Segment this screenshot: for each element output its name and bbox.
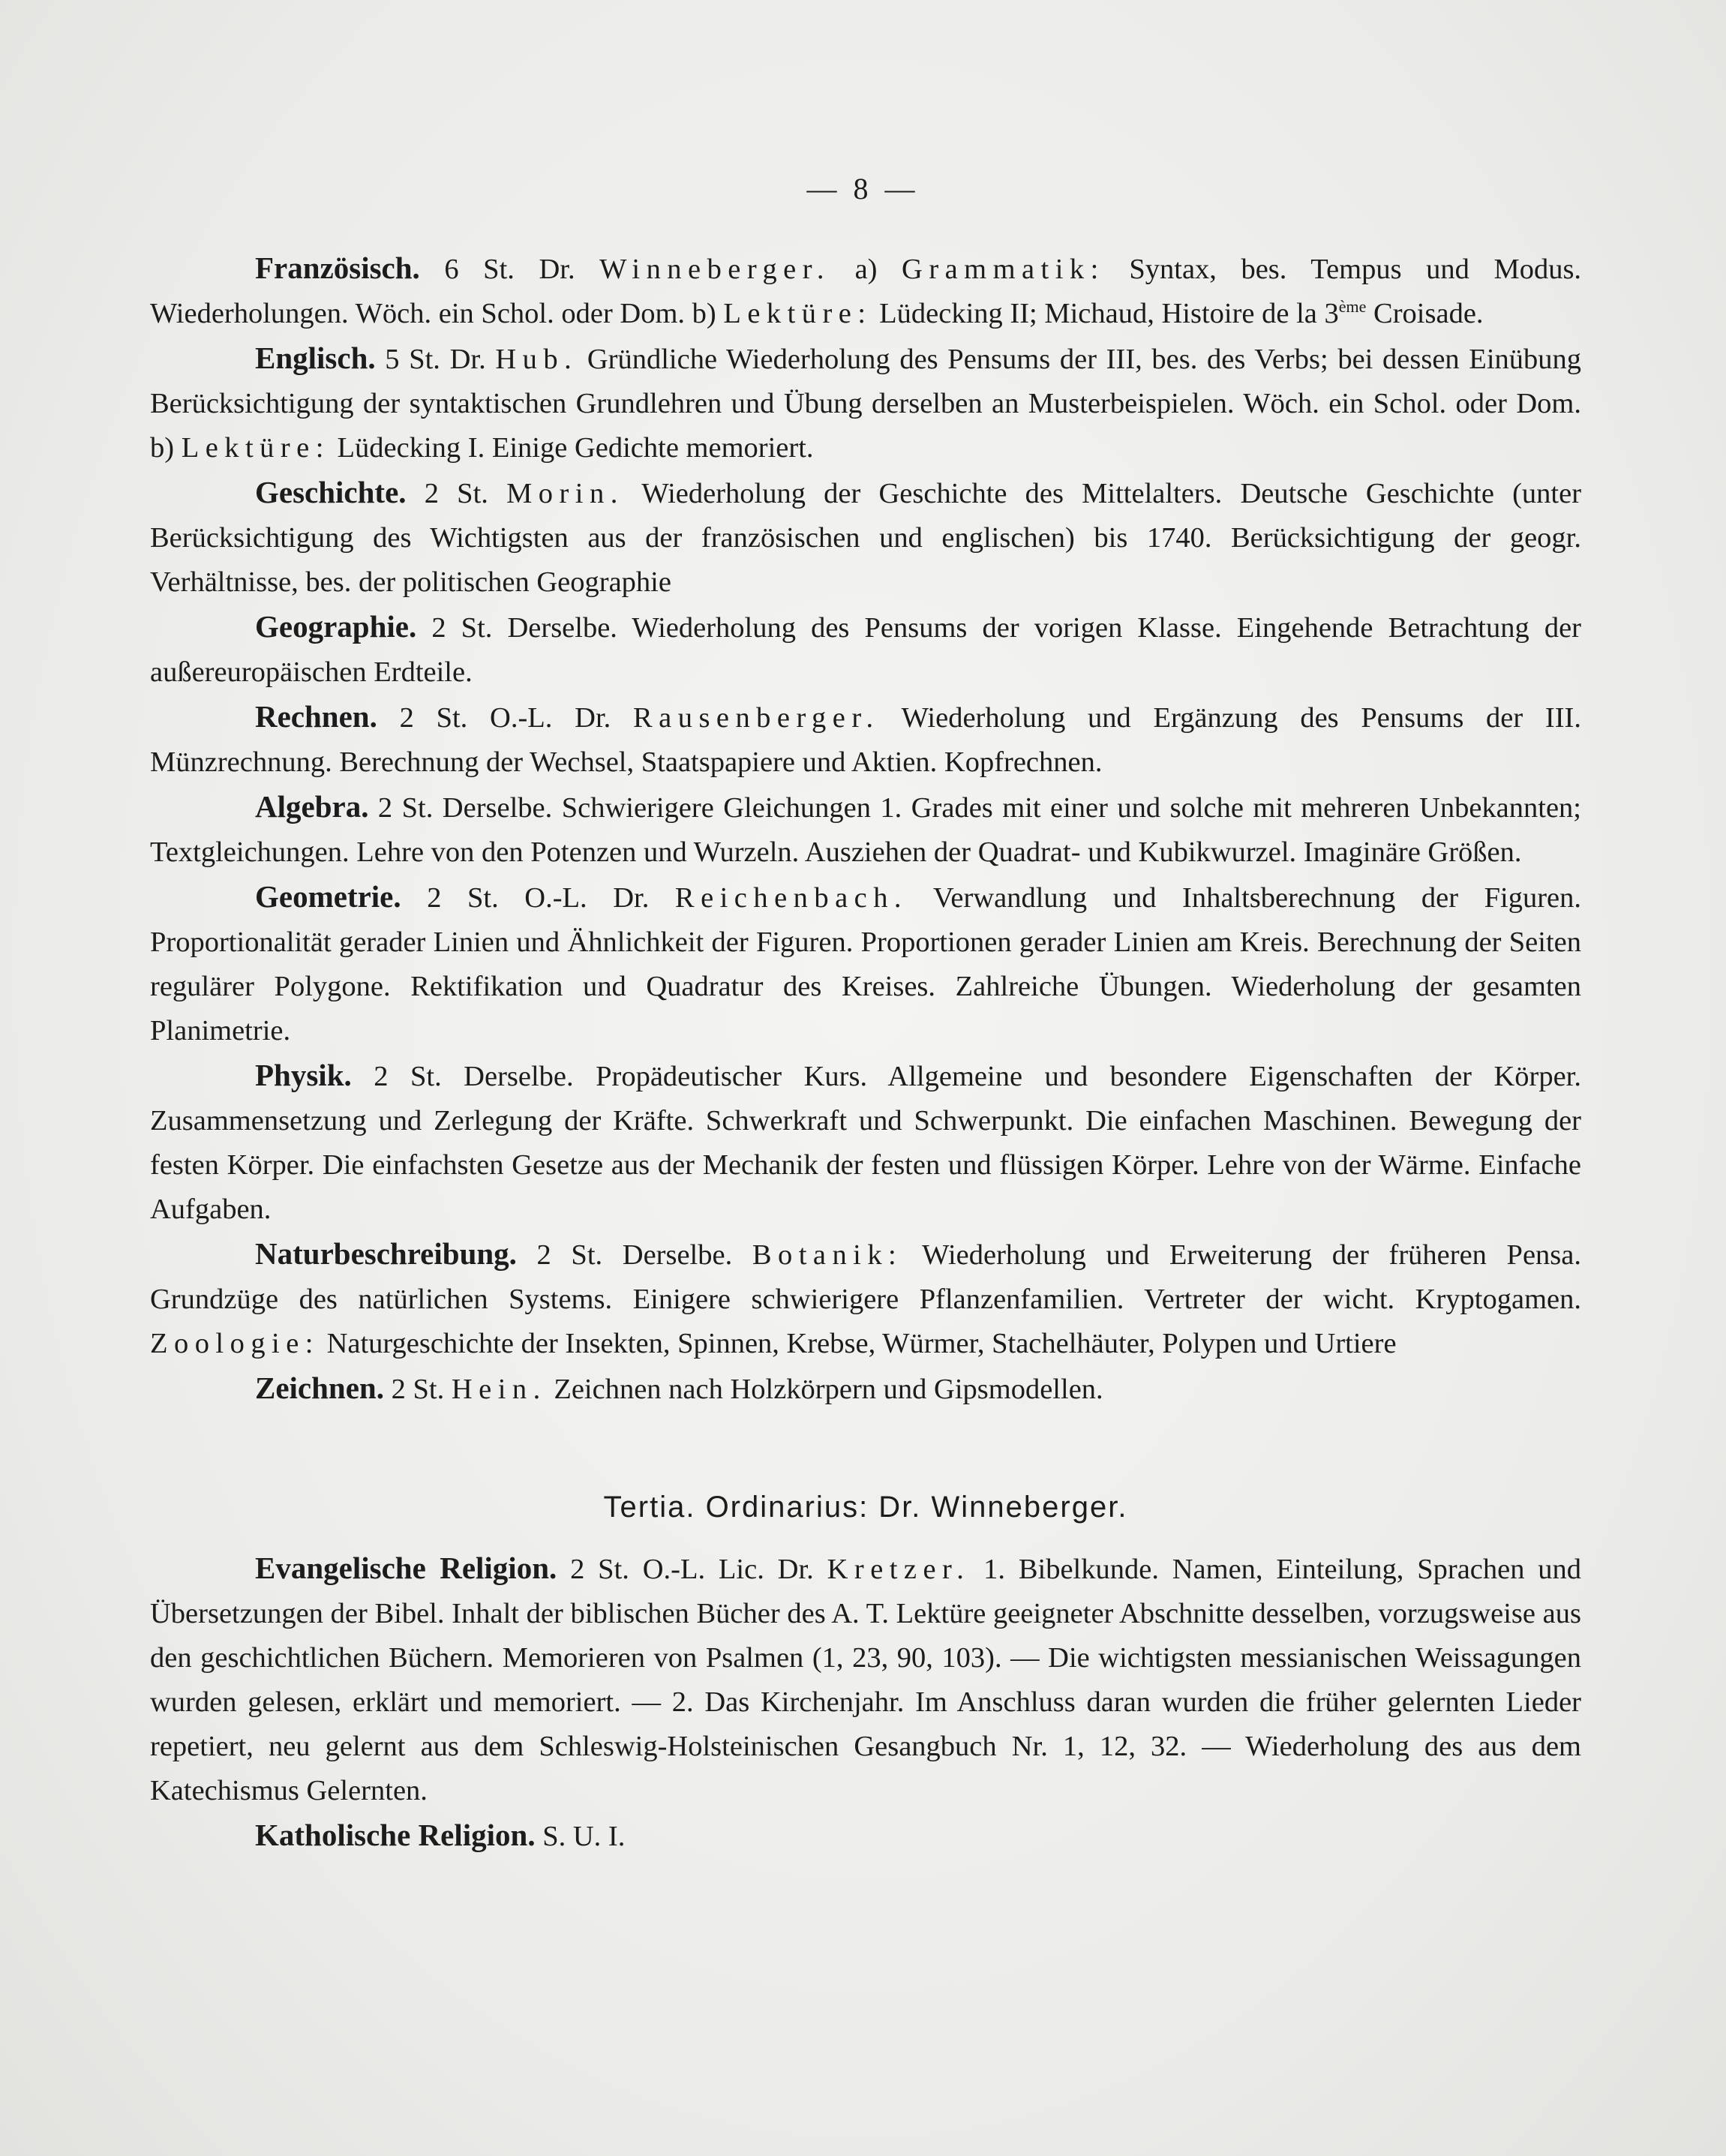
subject-heading: Geographie.	[255, 609, 417, 644]
subject-heading: Naturbeschreibung.	[255, 1236, 517, 1271]
teacher-name: Rausenberger.	[633, 702, 880, 734]
paragraph-physik: Physik. 2 St. Derselbe. Propädeutischer Kurs. Allgemeine und besondere Eigenschaften der Körper. Zusammensetzung und Zerlegung der Kräfte. Schwerkraft und Schwerpunkt. Die einfachen Maschinen. Bewegung der festen Körper. Die einfachsten Gesetze aus der Mechanik der festen und flüssigen Körper. Lehre von der Wärme. Einfache Aufgaben.	[150, 1058, 1582, 1225]
subject-heading: Physik.	[255, 1058, 352, 1092]
teacher-name: Hub.	[495, 344, 578, 375]
teacher-name: Kretzer.	[827, 1554, 971, 1585]
subject-heading: Französisch.	[255, 251, 420, 285]
paragraph-algebra: Algebra. 2 St. Derselbe. Schwierigere Gleichungen 1. Grades mit einer und solche mit mehreren Unbekannten; Textgleichungen. Lehre von den Potenzen und Wurzeln. Ausziehen der Quadrat- und Kubikwurzel. Imaginäre Größen.	[150, 789, 1581, 868]
paragraph-zeichnen: Zeichnen. 2 St. Hein. Zeichnen nach Holzkörpern und Gipsmodellen.	[255, 1371, 1103, 1405]
subject-heading: Geometrie.	[255, 879, 401, 914]
paragraph-rechnen: Rechnen. 2 St. O.-L. Dr. Rausenberger. Wiederholung und Ergänzung des Pensums der III. Münzrechnung. Berechnung der Wechsel, Staatspapiere und Aktien. Kopfrechnen.	[150, 699, 1582, 778]
subject-heading: Rechnen.	[255, 699, 377, 734]
paragraph-franzoesisch: Französisch. 6 St. Dr. Winneberger. a) Grammatik: Syntax, bes. Tempus und Modus. Wiederholungen. Wöch. ein Schol. oder Dom. b) Lektüre: Lüdecking II; Michaud, Histoire de la 3ème Croisade.	[150, 251, 1582, 329]
paragraph-geographie: Geographie. 2 St. Derselbe. Wiederholung des Pensums der vorigen Klasse. Eingehende Betrachtung der außereuropäischen Erdteile.	[150, 609, 1581, 688]
subject-heading: Evangelische Religion.	[255, 1551, 557, 1585]
paragraph-geschichte: Geschichte. 2 St. Morin. Wiederholung der Geschichte des Mittelalters. Deutsche Geschichte (unter Berücksichtigung des Wichtigsten aus der französischen und englischen) bis 1740. Berücksichtigung der geogr. Verhältnisse, bes. der politischen Geographie	[150, 475, 1582, 598]
paragraph-evangelische-religion: Evangelische Religion. 2 St. O.-L. Lic. Dr. Kretzer. 1. Bibelkunde. Namen, Einteilung, Sprachen und Übersetzungen der Bibel. Inhalt der biblischen Bücher des A. T. Lektüre geeigneter Abschnitte desselben, vorzugsweise aus den geschichtlichen Büchern. Memorieren von Psalmen (1, 23, 90, 103). — Die wichtigsten messianischen Weissagungen wurden gelesen, erklärt und memoriert. — 2. Das Kirchenjahr. Im Anschluss daran wurden die früher gelernten Lieder repetiert, neu gelernt aus dem Schleswig-Holsteinischen Gesangbuch Nr. 1, 12, 32. — Wiederholung des aus dem Katechismus Gelernten.	[150, 1551, 1582, 1806]
page-number: — 8 —	[806, 172, 920, 206]
paragraph-katholische-religion: Katholische Religion. S. U. I.	[255, 1818, 626, 1852]
subject-heading: Katholische Religion.	[255, 1818, 536, 1852]
paragraph-englisch: Englisch. 5 St. Dr. Hub. Gründliche Wiederholung des Pensums der III, bes. des Verbs; bei dessen Einübung Berücksichtigung der syntaktischen Grundlehren und Übung derselben an Musterbeispielen. Wöch. ein Schol. oder Dom. b) Lektüre: Lüdecking I. Einige Gedichte memoriert.	[150, 341, 1582, 464]
teacher-name: Hein.	[451, 1374, 547, 1405]
subject-heading: Geschichte.	[255, 475, 407, 509]
paragraph-geometrie: Geometrie. 2 St. O.-L. Dr. Reichenbach. Verwandlung und Inhaltsberechnung der Figuren. Proportionalität gerader Linien und Ähnlichkeit der Figuren. Proportionen gerader Linien am Kreis. Berechnung der Seiten regulärer Polygone. Rektifikation und Quadratur des Kreises. Zahlreiche Übungen. Wiederholung der gesamten Planimetrie.	[150, 879, 1582, 1046]
teacher-name: Winneberger.	[599, 254, 830, 285]
subject-heading: Algebra.	[255, 789, 369, 824]
paragraph-naturbeschreibung: Naturbeschreibung. 2 St. Derselbe. Botanik: Wiederholung und Erweiterung der früheren Pensa. Grundzüge des natürlichen Systems. Einigere schwierigere Pflanzenfamilien. Vertreter der wicht. Kryptogamen. Zoologie: Naturgeschichte der Insekten, Spinnen, Krebse, Würmer, Stachelhäuter, Polypen und Urtiere	[150, 1236, 1582, 1359]
teacher-name: Morin.	[506, 478, 624, 509]
document-body	[150, 246, 1581, 1859]
teacher-name: Reichenbach.	[674, 882, 908, 914]
subject-heading: Englisch.	[255, 341, 376, 375]
section-heading-tertia: Tertia. Ordinarius: Dr. Winneberger.	[603, 1491, 1128, 1524]
subject-heading: Zeichnen.	[255, 1371, 384, 1405]
